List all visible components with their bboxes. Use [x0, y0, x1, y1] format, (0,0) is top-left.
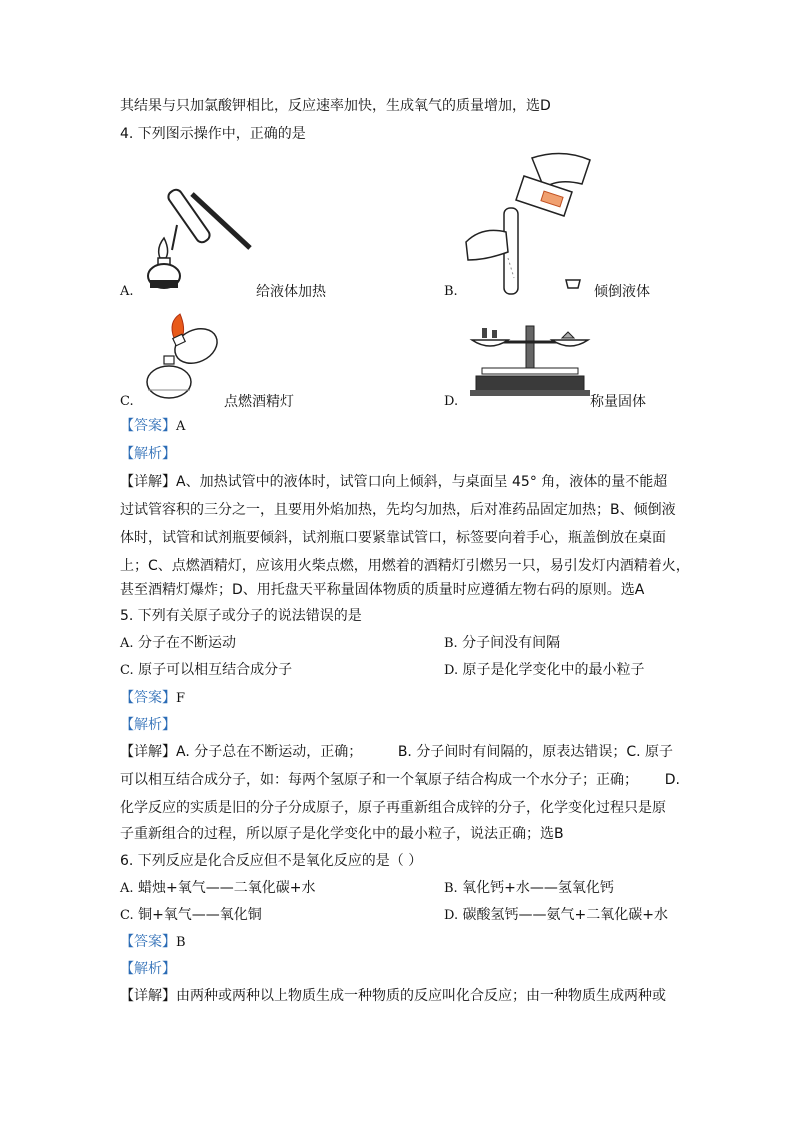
q6-option-b-text: 氧化钙+水——氢氧化钙: [462, 880, 614, 896]
answer-tag: 【答案】: [120, 690, 176, 706]
q4-detail-line-1: 过试管容积的三分之一，且要用外焰加热，先均匀加热，后对准药品固定加热；B、倾倒液: [120, 502, 676, 518]
q6-option-a: [120, 878, 315, 898]
figure-balance-scale: [468, 318, 592, 400]
q5-answer-row: [120, 688, 185, 708]
q4-option-d-letter: D.: [444, 394, 459, 409]
q4-option-d-caption: 称量固体: [590, 394, 646, 410]
analysis-tag: 【解析】: [120, 961, 176, 977]
q4-option-c-letter: C.: [120, 394, 134, 409]
q5-option-a-text: 分子在不断运动: [137, 635, 236, 651]
q5-stem: 5. 下列有关原子或分子的说法错误的是: [120, 608, 362, 624]
q6-option-b: [444, 878, 614, 898]
q4-stem: 4. 下列图示操作中，正确的是: [120, 126, 306, 142]
q5-option-b-letter: B.: [444, 636, 458, 651]
q5-option-a: [120, 633, 236, 653]
q6-option-c-letter: C.: [120, 908, 134, 923]
answer-tag: 【答案】: [120, 418, 176, 434]
analysis-tag: 【解析】: [120, 717, 176, 733]
figure-heating-liquid: [132, 180, 252, 295]
q5-detail-line-0: [120, 742, 673, 762]
q5-option-a-letter: A.: [120, 636, 134, 651]
intro-line: 其结果与只加氯酸钾相比，反应速率加快，生成氧气的质量增加，选D: [120, 98, 551, 114]
q5-option-d-text: 原子是化学变化中的最小粒子: [462, 662, 645, 678]
q6-answer: B: [176, 935, 186, 950]
q5-detail-text-0: A. 分子总在不断运动，正确； B. 分子间时有间隔的，原表达错误；C. 原子: [176, 744, 674, 760]
q4-option-a-letter: A.: [120, 284, 134, 299]
q5-option-b: [444, 633, 560, 653]
q5-option-c-text: 原子可以相互结合成分子: [138, 662, 293, 678]
figure-pouring-liquid: [462, 148, 602, 300]
q6-detail-line-0: [120, 986, 666, 1006]
q6-option-c: [120, 905, 262, 925]
figure-lighting-lamp: [140, 312, 224, 402]
q4-option-b-letter: B.: [444, 284, 458, 299]
q4-detail-text-0: A、加热试管中的液体时，试管口向上倾斜，与桌面呈 45° 角，液体的量不能超: [176, 474, 668, 490]
q5-detail-line-3: 子重新组合的过程，所以原子是化学变化中的最小粒子，说法正确；选B: [120, 826, 564, 842]
q6-option-d-letter: D.: [444, 908, 459, 923]
q6-stem: 6. 下列反应是化合反应但不是氧化反应的是（ ）: [120, 853, 423, 869]
q4-detail-line-0: [120, 472, 667, 492]
detail-tag: 【详解】: [120, 474, 176, 490]
q6-option-b-letter: B.: [444, 881, 458, 896]
q6-option-a-text: 蜡烛+氧气——二氧化碳+水: [137, 880, 316, 896]
analysis-tag: 【解析】: [120, 446, 176, 462]
detail-tag: 【详解】: [120, 744, 176, 760]
q5-option-d: [444, 660, 645, 680]
q4-detail-line-2: 体时，试管和试剂瓶要倾斜，试剂瓶口要紧靠试管口，标签要向着手心，瓶盖倒放在桌面: [120, 530, 666, 546]
q4-answer-row: [120, 416, 185, 436]
q4-option-c-caption: 点燃酒精灯: [224, 394, 294, 410]
q5-answer: F: [176, 691, 186, 706]
q6-option-d-text: 碳酸氢钙——氨气+二氧化碳+水: [462, 907, 669, 923]
q5-option-d-letter: D.: [444, 663, 459, 678]
q6-answer-row: [120, 932, 186, 952]
q5-option-b-text: 分子间没有间隔: [462, 635, 561, 651]
q6-detail-text-0: 由两种或两种以上物质生成一种物质的反应叫化合反应；由一种物质生成两种或: [176, 988, 666, 1004]
q4-option-b-caption: 倾倒液体: [594, 284, 650, 300]
q6-option-d: [444, 905, 668, 925]
q4-detail-line-4: 甚至酒精灯爆炸；D、用托盘天平称量固体物质的质量时应遵循左物右码的原则。选A: [120, 582, 645, 598]
q6-option-c-text: 铜+氧气——氧化铜: [138, 907, 262, 923]
detail-tag: 【详解】: [120, 988, 176, 1004]
q4-answer: A: [176, 419, 186, 434]
q5-option-c: [120, 660, 292, 680]
q5-detail-line-1: 可以相互结合成分子，如：每两个氢原子和一个氧原子结合构成一个水分子；正确； D.: [120, 772, 680, 788]
q4-detail-line-3: 上；C、点燃酒精灯，应该用火柴点燃，用燃着的酒精灯引燃另一只，易引发灯内酒精着火，: [120, 558, 690, 574]
q5-detail-line-2: 化学反应的实质是旧的分子分成原子，原子再重新组合成锌的分子，化学变化过程只是原: [120, 800, 666, 816]
q5-option-c-letter: C.: [120, 663, 134, 678]
q4-option-a-caption: 给液体加热: [256, 284, 326, 300]
answer-tag: 【答案】: [120, 934, 176, 950]
q6-option-a-letter: A.: [120, 881, 134, 896]
